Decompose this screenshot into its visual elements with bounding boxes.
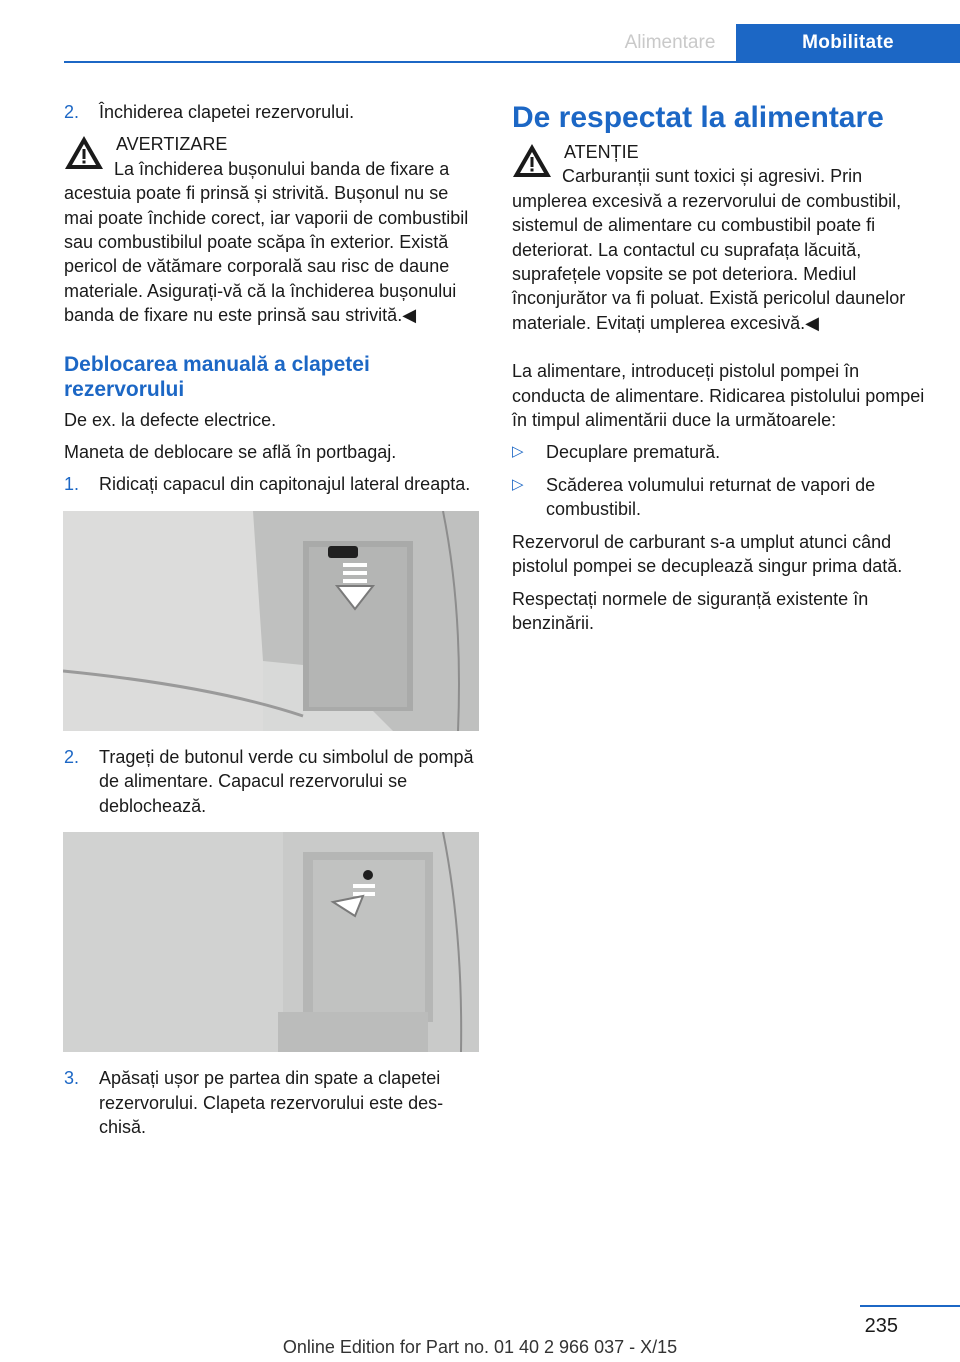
paragraph: Respectați normele de siguranță existente în benzinării. [512, 588, 869, 633]
list-item [512, 473, 928, 522]
trunk-side-panel-photo [63, 511, 479, 731]
step-press-flap [64, 1066, 480, 1139]
bullet-triangle-icon: ▷ [512, 475, 524, 493]
step-number: 2. [64, 102, 80, 122]
step-text: Închiderea clapetei rezervorului. [99, 102, 355, 122]
step-text: Apăsați ușor pe partea din spate a clapetei rezervorului. Clapeta rezervorului este deschisă. [99, 1068, 444, 1137]
caution-block [512, 140, 928, 335]
warning-text: La închiderea bușonului banda de fixare a acestuia poate fi prinsă și strivită. Bușonul nu se mai poate închide corect, iar vaporii de combustibil sau combustibilul poate scăpa în exterior. Există pericol de vătămare corporală sau risc de daune materiale. Asigurați-vă că la închiderea bușonului banda de fixare nu este prinsă sau strivită.◀ [64, 158, 469, 326]
header-rule [64, 61, 960, 63]
warning-title: AVERTIZARE [116, 134, 228, 155]
step-text: Trageți de butonul verde cu simbolul de pompă de alimentare. Capacul rezervorului se deblochează. [99, 746, 474, 816]
warning-triangle-icon [512, 142, 552, 178]
bullet-text: Decuplare prematură. [546, 442, 721, 463]
footer-edition: Online Edition for Part no. 01 40 2 966 037 - X/15 [282, 1337, 678, 1357]
fuel-release-button-photo [63, 832, 479, 1052]
warning-triangle-icon [64, 134, 104, 170]
step-number: 1. [64, 474, 80, 495]
caution-title: ATENȚIE [564, 142, 639, 162]
page-number: 235 [864, 1315, 898, 1337]
right-column [512, 100, 928, 643]
section-heading-refuel: De respectat la alimentare [512, 101, 884, 134]
paragraph: De ex. la defecte electrice. [64, 409, 277, 430]
step-text: Ridicați capacul din capitonajul lateral dreapta. [99, 474, 471, 495]
caution-text: Carburanții sunt toxici și agresivi. Prin umplerea excesivă a rezervorului de combustibil, sistemul de alimentare cu combustibil poate fi deteriorat. La contactul cu suprafața lăcuită, suprafețele vopsite se pot deteriora. Mediul înconjurător va fi poluat. Există pericolul daunelor materiale. Evitați umplerea excesivă.◀ [512, 166, 906, 333]
step-number: 2. [64, 746, 80, 767]
paragraph: Maneta de deblocare se află în portbagaj. [64, 442, 397, 463]
header-tab-mobilitate[interactable]: Mobilitate [736, 24, 960, 61]
section-heading-manual-release: Deblocarea manuală a clapetei rezervorului [64, 352, 370, 401]
paragraph: Rezervorul de carburant s-a umplut atunci când pistolul pompei se decuplează singur prima dată. [512, 531, 903, 577]
left-column [64, 100, 480, 1147]
paragraph: La alimentare, introduceți pistolul pompei în conducta de alimentare. Ridicarea pistolului pompei în timpul alimentării duce la următoarele: [512, 361, 925, 431]
step-lift-cover [64, 472, 480, 496]
list-item [512, 440, 928, 464]
step-number: 3. [64, 1068, 80, 1089]
bullet-triangle-icon: ▷ [512, 443, 524, 461]
header-tab-alimentare[interactable]: Alimentare [624, 32, 716, 53]
bullet-text: Scăderea volumului returnat de vapori de combustibil. [546, 474, 876, 520]
warning-block [64, 132, 480, 327]
step-close-flap [64, 100, 480, 124]
step-pull-button [64, 745, 480, 818]
page-number-rule [860, 1305, 960, 1307]
